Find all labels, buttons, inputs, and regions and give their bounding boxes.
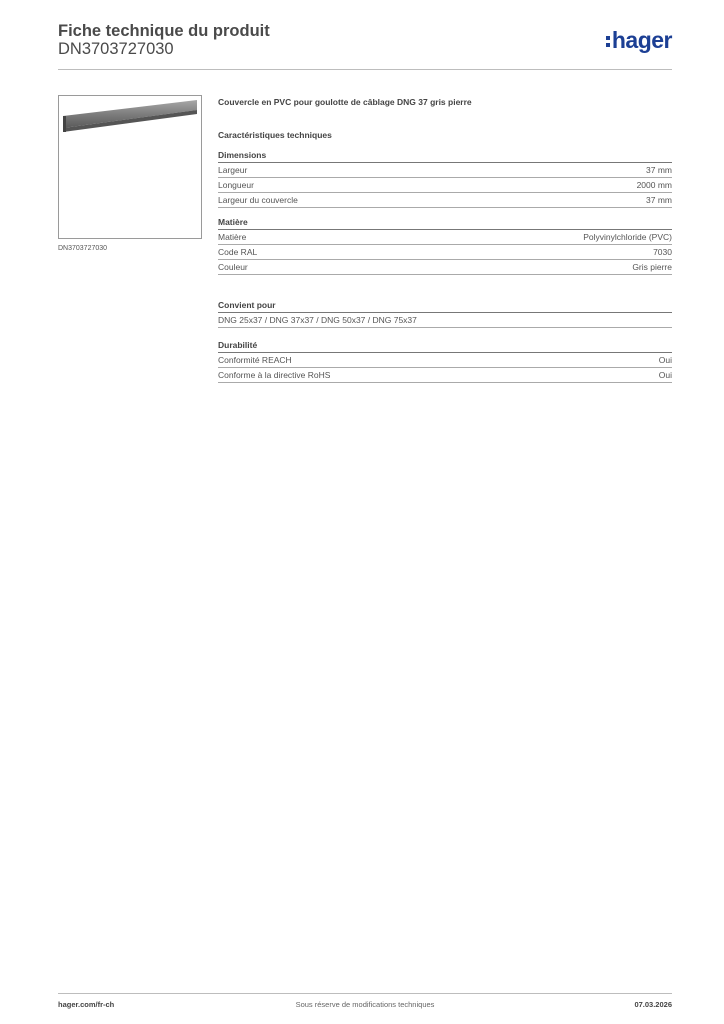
dimensions-title: Dimensions [218,150,672,163]
compatible-title: Convient pour [218,300,672,313]
specs-title: Caractéristiques techniques [218,130,332,140]
spec-label: Couleur [218,262,248,272]
spec-value: 37 mm [646,165,672,175]
product-name: Couvercle en PVC pour goulotte de câblage DNG 37 gris pierre [218,97,472,107]
cover-profile-image [59,96,201,238]
spec-row [218,163,672,178]
document-title: Fiche technique du produit [58,22,270,40]
hager-logo [606,26,672,54]
product-image [58,95,202,239]
spec-row [218,260,672,275]
spec-label: Largeur [218,165,248,175]
spec-label: Code RAL [218,247,258,257]
spec-label: Matière [218,232,247,242]
spec-row [218,193,672,208]
page-footer [58,993,672,1009]
spec-row [218,245,672,260]
spec-label: Largeur du couvercle [218,195,298,205]
spec-row [218,368,672,383]
product-reference: DN3703727030 [58,40,174,58]
spec-row [218,353,672,368]
spec-value: Gris pierre [632,262,672,272]
compatible-row [218,313,672,328]
compatible-list: DNG 25x37 / DNG 37x37 / DNG 50x37 / DNG 75x37 [218,315,417,325]
image-caption: DN3703727030 [58,245,108,252]
spec-value: 37 mm [646,195,672,205]
spec-label: Conforme à la directive RoHS [218,370,331,380]
compatible-section [218,300,672,328]
spec-row [218,230,672,245]
spec-row [218,178,672,193]
spec-value: 2000 mm [636,180,672,190]
spec-value: 7030 [653,247,672,257]
product-details [218,97,672,383]
logo-text: hager [611,26,672,53]
spec-value: Polyvinylchloride (PVC) [583,232,672,242]
footer-disclaimer: Sous réserve de modifications techniques [295,1000,435,1009]
website-link[interactable]: hager.com/fr-ch [58,1000,115,1009]
spec-value: Oui [658,355,672,365]
spec-label: Longueur [218,180,254,190]
spec-value: Oui [658,370,672,380]
footer-date: 07.03.2026 [634,1000,672,1009]
durability-section [218,340,672,383]
material-title: Matière [218,217,672,230]
dimensions-section [218,150,672,208]
material-section [218,217,672,275]
spec-label: Conformité REACH [218,355,292,365]
page-header [58,22,672,70]
durability-title: Durabilité [218,340,672,353]
logo-colon-icon [606,36,610,47]
